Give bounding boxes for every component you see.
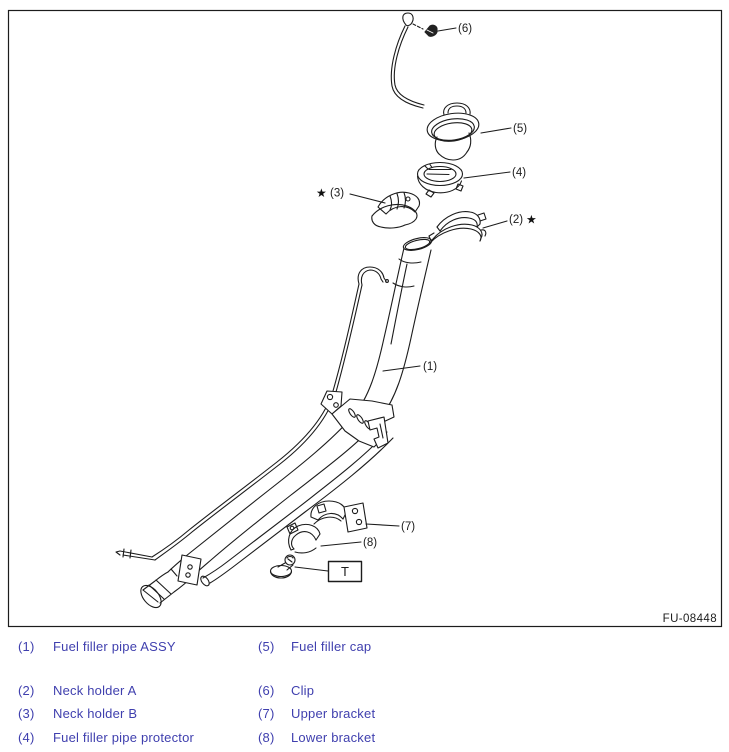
legend-num-5: (5): [258, 639, 275, 654]
legend-num-1: (1): [18, 639, 35, 654]
star-icon: ★: [526, 212, 537, 227]
legend-label-1: Fuel filler pipe ASSY: [53, 639, 176, 654]
legend-label-7: Upper bracket: [291, 706, 376, 721]
legend-label-6: Clip: [291, 683, 315, 698]
legend-num-2: (2): [18, 683, 35, 698]
legend-label-2: Neck holder A: [53, 683, 137, 698]
legend-num-4: (4): [18, 730, 35, 745]
callout-1: (1): [423, 361, 438, 373]
legend-label-8: Lower bracket: [291, 730, 376, 745]
callout-4: (4): [512, 167, 527, 179]
callout-7: (7): [401, 521, 416, 533]
callout-2: (2): [509, 214, 524, 226]
callout-5: (5): [513, 123, 528, 135]
legend-label-5: Fuel filler cap: [291, 639, 372, 654]
legend-num-7: (7): [258, 706, 275, 721]
torque-symbol-label: T: [341, 564, 349, 579]
legend-num-6: (6): [258, 683, 275, 698]
legend-num-8: (8): [258, 730, 275, 745]
end-plate-bracket: [178, 555, 201, 585]
callout-6: (6): [458, 23, 473, 35]
callout-3: (3): [330, 187, 345, 200]
callout-8: (8): [363, 537, 378, 549]
figure-code: FU-08448: [662, 613, 717, 625]
legend-num-3: (3): [18, 706, 35, 721]
figure-border: [9, 11, 722, 627]
legend-label-4: Fuel filler pipe protector: [53, 730, 195, 745]
star-icon: ★: [316, 186, 327, 200]
legend-label-3: Neck holder B: [53, 706, 138, 721]
